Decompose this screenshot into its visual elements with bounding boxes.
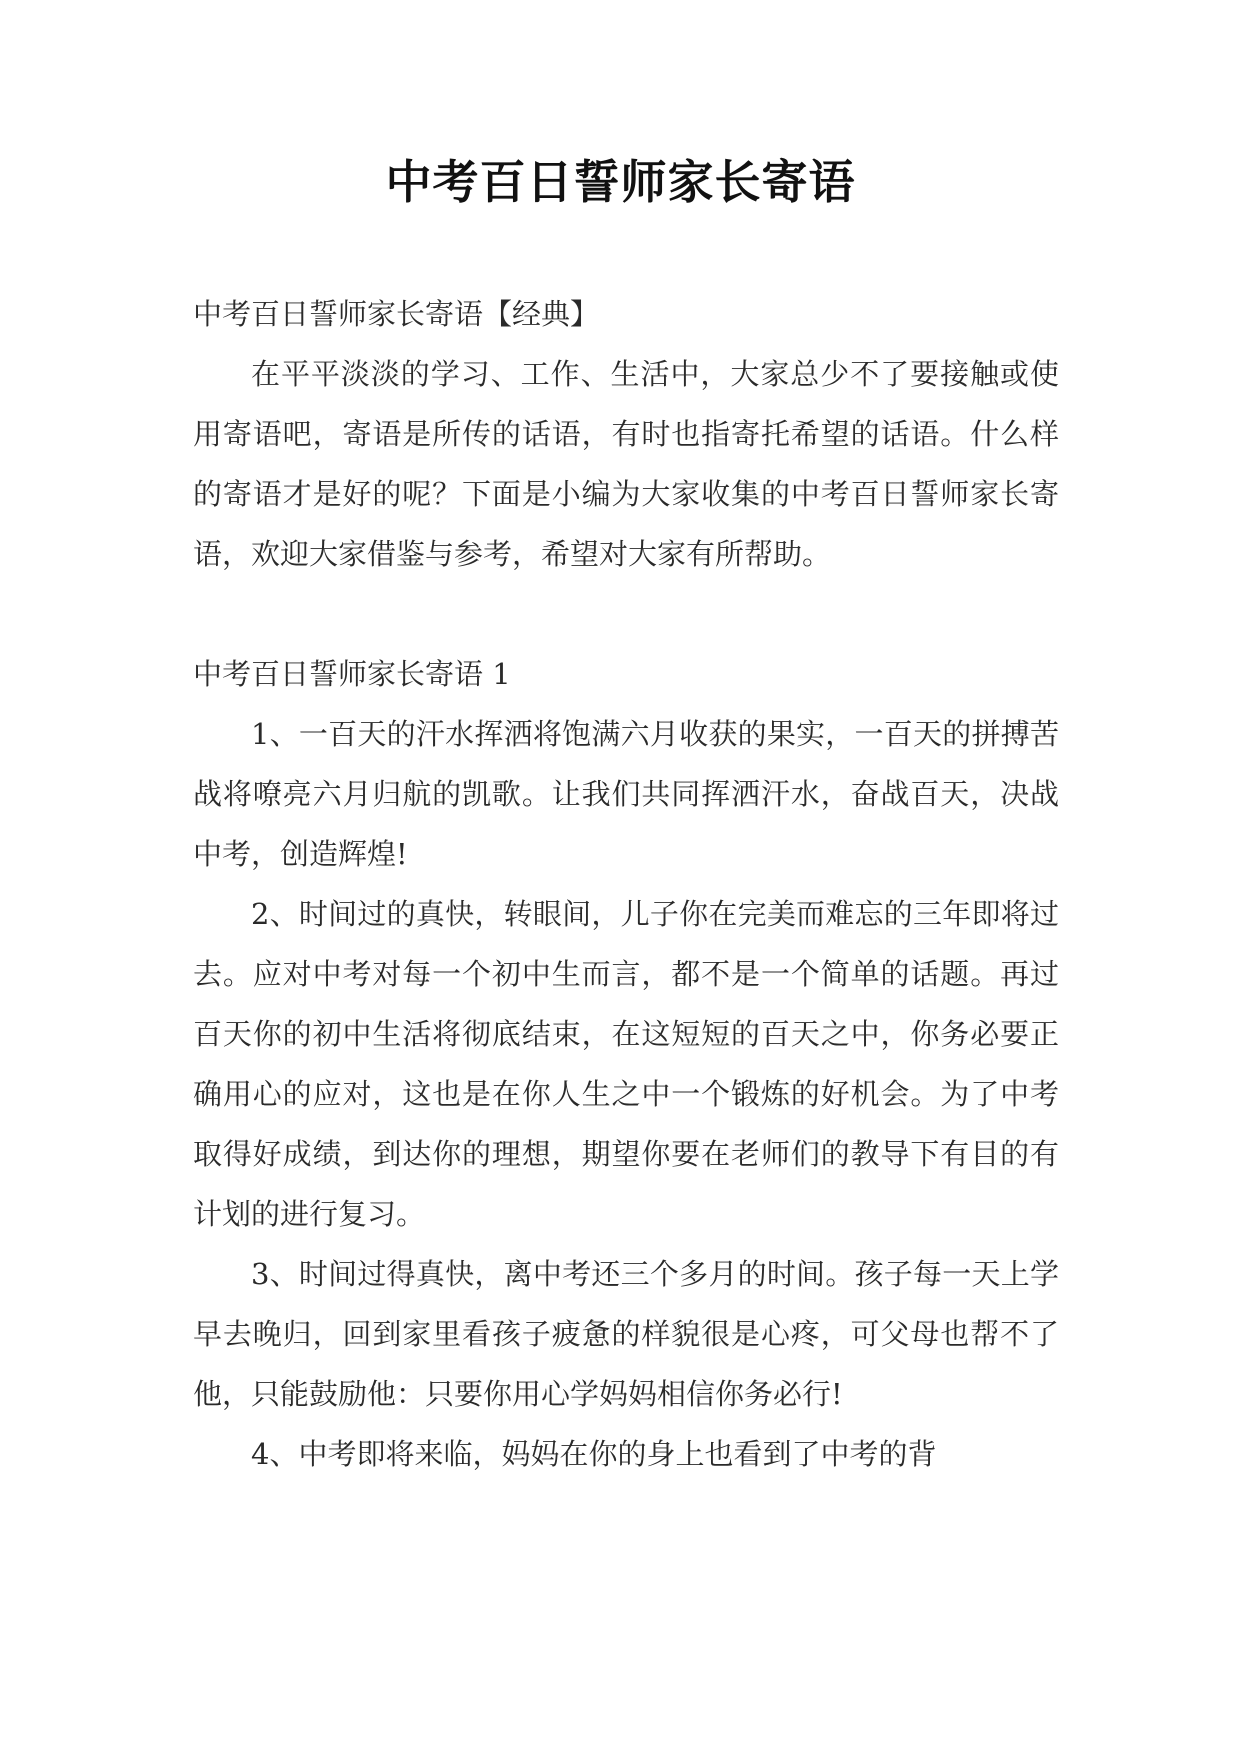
intro-paragraph: 在平平淡淡的学习、工作、生活中，大家总少不了要接触或使用寄语吧，寄语是所传的话语，有时也指寄托希望的话语。什么样的寄语才是好的呢？下面是小编为大家收集的中考百日誓师家长寄语，欢迎大家借鉴与参考，希望对大家有所帮助。	[193, 357, 1059, 571]
list-item: 4、中考即将来临，妈妈在你的身上也看到了中考的背	[251, 1437, 937, 1471]
document-body	[193, 284, 1059, 1484]
intro-heading: 中考百日誓师家长寄语【经典】	[193, 297, 600, 331]
section-spacer	[193, 584, 1059, 644]
document-title: 中考百日誓师家长寄语	[385, 155, 856, 209]
list-item: 3、时间过得真快，离中考还三个多月的时间。孩子每一天上学早去晚归，回到家里看孩子疲惫的样貌很是心疼，可父母也帮不了他，只能鼓励他：只要你用心学妈妈相信你务必行!	[193, 1257, 1059, 1411]
list-item: 2、时间过的真快，转眼间，儿子你在完美而难忘的三年即将过去。应对中考对每一个初中生而言，都不是一个简单的话题。再过百天你的初中生活将彻底结束，在这短短的百天之中，你务必要正确用心的应对，这也是在你人生之中一个锻炼的好机会。为了中考取得好成绩，到达你的理想，期望你要在老师们的教导下有目的有计划的进行复习。	[193, 897, 1059, 1231]
section-heading: 中考百日誓师家长寄语 1	[193, 657, 511, 691]
list-item: 1、一百天的汗水挥洒将饱满六月收获的果实，一百天的拼搏苦战将嘹亮六月归航的凯歌。让我们共同挥洒汗水，奋战百天，决战中考，创造辉煌!	[193, 717, 1059, 871]
